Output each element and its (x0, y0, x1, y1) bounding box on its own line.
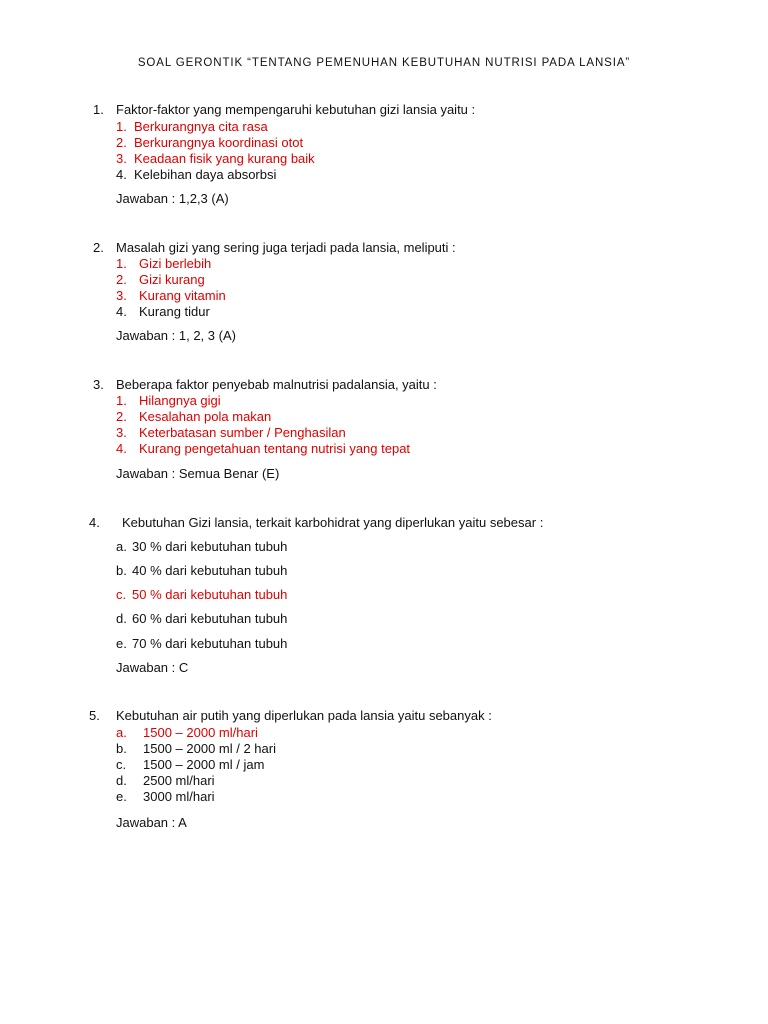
answer-text: Jawaban : C (116, 660, 189, 675)
option-marker: 2. (116, 409, 127, 424)
option-marker: b. (116, 563, 127, 578)
option-marker: 2. (116, 272, 127, 287)
option-marker: a. (116, 539, 127, 554)
question-text: Beberapa faktor penyebab malnutrisi padalansia, yaitu : (116, 377, 437, 392)
option-text: 50 % dari kebutuhan tubuh (132, 587, 288, 602)
option-text: Berkurangnya koordinasi otot (134, 135, 304, 150)
option-marker: a. (116, 725, 127, 740)
option-marker: d. (116, 611, 127, 626)
option-marker: c. (116, 587, 127, 602)
option-marker: 4. (116, 304, 127, 319)
option-text: 2500 ml/hari (143, 773, 215, 788)
option-text: Kelebihan daya absorbsi (134, 167, 277, 182)
option-text: Berkurangnya cita rasa (134, 119, 268, 134)
option-text: Kesalahan pola makan (139, 409, 272, 424)
question-number: 4. (89, 515, 100, 530)
option-text: Gizi berlebih (139, 256, 212, 271)
question-number: 1. (93, 102, 104, 117)
answer-text: Jawaban : 1, 2, 3 (A) (116, 328, 236, 343)
answer-text: Jawaban : Semua Benar (E) (116, 466, 280, 481)
option-text: 30 % dari kebutuhan tubuh (132, 539, 288, 554)
answer-text: Jawaban : A (116, 815, 187, 830)
option-text: 60 % dari kebutuhan tubuh (132, 611, 288, 626)
option-marker: c. (116, 757, 127, 772)
question-text: Kebutuhan Gizi lansia, terkait karbohidrat yang diperlukan yaitu sebesar : (122, 515, 544, 530)
option-marker: 1. (116, 256, 127, 271)
option-marker: e. (116, 789, 127, 804)
option-text: 40 % dari kebutuhan tubuh (132, 563, 288, 578)
question-number: 3. (93, 377, 104, 392)
option-marker: 1. (116, 393, 127, 408)
option-marker: d. (116, 773, 127, 788)
option-text: 1500 – 2000 ml / jam (143, 757, 265, 772)
question-number: 2. (93, 240, 104, 255)
option-text: Keterbatasan sumber / Penghasilan (139, 425, 346, 440)
option-text: Gizi kurang (139, 272, 205, 287)
option-text: Kurang pengetahuan tentang nutrisi yang tepat (139, 441, 411, 456)
option-text: Keadaan fisik yang kurang baik (134, 151, 315, 166)
option-marker: 2. (116, 135, 127, 150)
question-text: Masalah gizi yang sering juga terjadi pada lansia, meliputi : (116, 240, 456, 255)
option-text: 1500 – 2000 ml / 2 hari (143, 741, 276, 756)
option-text: Kurang vitamin (139, 288, 226, 303)
answer-text: Jawaban : 1,2,3 (A) (116, 191, 229, 206)
question-number: 5. (89, 708, 100, 723)
option-text: 70 % dari kebutuhan tubuh (132, 636, 288, 651)
option-text: Kurang tidur (139, 304, 210, 319)
option-marker: 4. (116, 167, 127, 182)
option-marker: 3. (116, 288, 127, 303)
option-marker: 3. (116, 425, 127, 440)
option-text: Hilangnya gigi (139, 393, 221, 408)
document-title: SOAL GERONTIK “TENTANG PEMENUHAN KEBUTUHAN NUTRISI PADA LANSIA” (137, 57, 631, 69)
question-text: Faktor-faktor yang mempengaruhi kebutuhan gizi lansia yaitu : (116, 102, 476, 117)
question-text: Kebutuhan air putih yang diperlukan pada lansia yaitu sebanyak : (116, 708, 492, 723)
option-marker: 1. (116, 119, 127, 134)
option-marker: b. (116, 741, 127, 756)
option-text: 1500 – 2000 ml/hari (143, 725, 258, 740)
option-marker: 3. (116, 151, 127, 166)
option-text: 3000 ml/hari (143, 789, 215, 804)
option-marker: e. (116, 636, 127, 651)
option-marker: 4. (116, 441, 127, 456)
